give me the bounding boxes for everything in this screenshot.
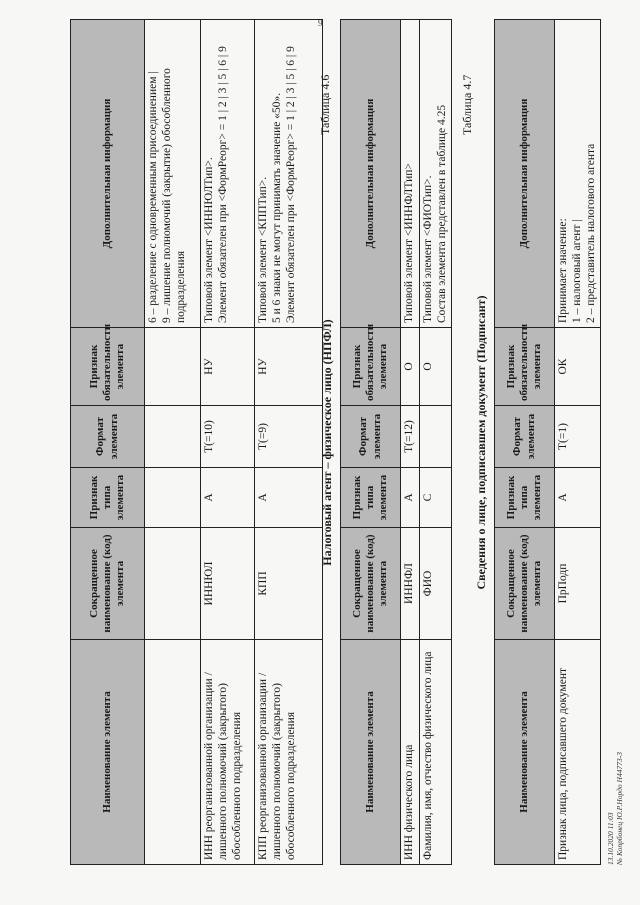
header-name: Наименование элемента	[495, 640, 555, 865]
cell-type: А	[255, 468, 323, 528]
table-row	[201, 20, 255, 865]
cell-type: А	[201, 468, 255, 528]
cell-format	[419, 406, 452, 468]
header-type: Признак типа элемента	[495, 468, 555, 528]
header-info: Дополнительная информация	[495, 20, 555, 328]
cell-name: ИНН реорганизованной организации / лишенного полномочий (закрытого) обособленного подразделения	[201, 640, 255, 865]
cell-type: А	[401, 468, 420, 528]
header-name: Наименование элемента	[71, 640, 145, 865]
header-code: Сокращенное наименование (код) элемента	[71, 528, 145, 640]
cell-format: T(=12)	[401, 406, 420, 468]
header-info: Дополнительная информация	[341, 20, 401, 328]
cell-required: ОК	[555, 328, 601, 406]
print-footer	[606, 752, 624, 865]
cell-name: КПП реорганизованной организации / лишенного полномочий (закрытого) обособленного подразделения	[255, 640, 323, 865]
header-format: Формат элемента	[495, 406, 555, 468]
cell-required: НУ	[201, 328, 255, 406]
header-info: Дополнительная информация	[71, 20, 145, 328]
cell-type: А	[555, 468, 601, 528]
table-4-6-label: Таблица 4.6	[318, 74, 332, 135]
cell-type	[145, 468, 201, 528]
cell-format	[145, 406, 201, 468]
header-type: Признак типа элемента	[341, 468, 401, 528]
footer-timestamp: 13.10.2020 11:03	[606, 812, 615, 865]
cell-required: НУ	[255, 328, 323, 406]
cell-required: О	[401, 328, 420, 406]
header-type: Признак типа элемента	[71, 468, 145, 528]
table-row	[401, 20, 420, 865]
table-4-6-caption: Налоговый агент – физическое лицо (НПФЛ)	[320, 319, 334, 566]
cell-required: О	[419, 328, 452, 406]
cell-code: ИННФЛ	[401, 528, 420, 640]
cell-info: Типовой элемент <ФИОТип>. Состав элемента представлен в таблице 4.25	[419, 20, 452, 328]
page-number: 9	[318, 18, 323, 28]
header-format: Формат элемента	[71, 406, 145, 468]
header-code: Сокращенное наименование (код) элемента	[341, 528, 401, 640]
header-code: Сокращенное наименование (код) элемента	[495, 528, 555, 640]
cell-name	[145, 640, 201, 865]
cell-format: T(=1)	[555, 406, 601, 468]
cell-type: С	[419, 468, 452, 528]
header-format: Формат элемента	[341, 406, 401, 468]
header-name: Наименование элемента	[341, 640, 401, 865]
cell-code	[145, 528, 201, 640]
table-row	[555, 20, 601, 865]
table-row	[255, 20, 323, 865]
header-required: Признак обязательности элемента	[495, 328, 555, 406]
cell-code: ИННЮЛ	[201, 528, 255, 640]
table-4-6	[340, 19, 452, 865]
cell-info: Принимает значение: 1 – налоговый агент | 2 – представитель налогового агента	[555, 20, 601, 328]
cell-name: Признак лица, подписавшего документ	[555, 640, 601, 865]
header-required: Признак обязательности элемента	[341, 328, 401, 406]
table-row	[419, 20, 452, 865]
table-continuation	[70, 19, 323, 865]
cell-info: 6 – разделение с одновременным присоединением | 9 – лишение полномочий (закрытие) обособленного подразделения	[145, 20, 201, 328]
cell-format: T(=10)	[201, 406, 255, 468]
cell-name: ИНН физического лица	[401, 640, 420, 865]
cell-code: ФИО	[419, 528, 452, 640]
cell-code: КПП	[255, 528, 323, 640]
cell-required	[145, 328, 201, 406]
footer-reference: № Копрбонец Ю.Р.Нордо Н44773-3	[615, 752, 624, 865]
table-4-7-label: Таблица 4.7	[460, 74, 474, 135]
cell-info: Типовой элемент <КППТип>. 5 и 6 знаки не могут принимать значение «50». Элемент обязателен при <ФормРеорг> = 1 | 2 | 3 | 5 | 6 | 9	[255, 20, 323, 328]
table-4-7-caption: Сведения о лице, подписавшем документ (Подписант)	[474, 295, 488, 590]
cell-info: Типовой элемент <ИННФЛТип>	[401, 20, 420, 328]
header-required: Признак обязательности элемента	[71, 328, 145, 406]
cell-info: Типовой элемент <ИННЮЛТип>. Элемент обязателен при <ФормРеорг> = 1 | 2 | 3 | 5 | 6 | 9	[201, 20, 255, 328]
cell-name: Фамилия, имя, отчество физического лица	[419, 640, 452, 865]
table-4-7	[494, 19, 601, 865]
cell-format: T(=9)	[255, 406, 323, 468]
cell-code: ПрПодп	[555, 528, 601, 640]
table-row	[145, 20, 201, 865]
